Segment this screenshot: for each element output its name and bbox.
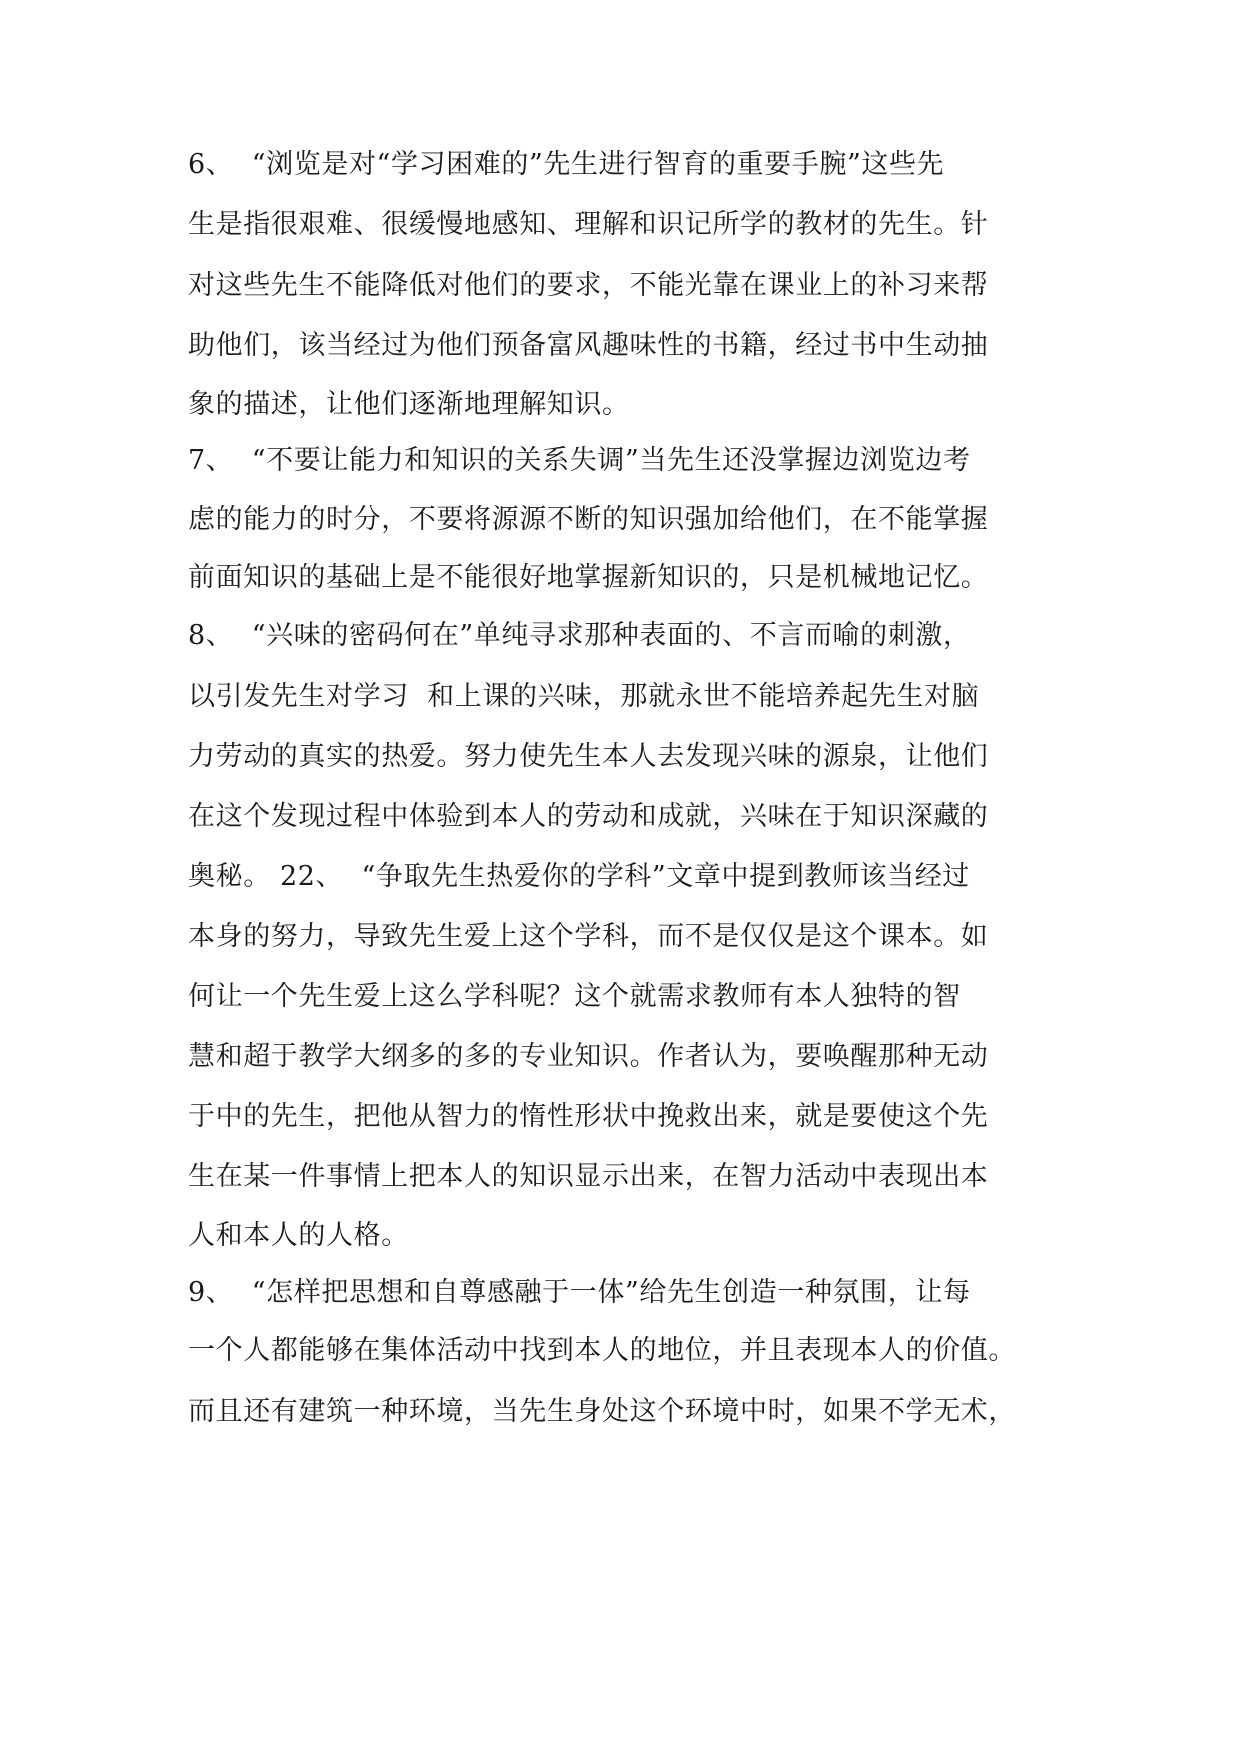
text-line: 人和本人的人格。 <box>188 1220 409 1251</box>
text-line: 一个人都能够在集体活动中找到本人的地位，并且表现本人的价值。 <box>188 1335 1016 1366</box>
text-line: 前面知识的基础上是不能很好地掌握新知识的，只是机械地记忆。 <box>188 562 989 593</box>
text-line: 奥秘。 22、 “争取先生热爱你的学科”文章中提到教师该当经过 <box>188 861 970 892</box>
text-line: 8、 “兴味的密码何在”单纯寻求那种表面的、不言而喻的刺激， <box>188 620 971 651</box>
text-line: 力劳动的真实的热爱。努力使先生本人去发现兴味的源泉，让他们 <box>188 741 989 772</box>
text-line: 虑的能力的时分，不要将源源不断的知识强加给他们，在不能掌握 <box>188 504 989 535</box>
text-line: 生在某一件事情上把本人的知识显示出来，在智力活动中表现出本 <box>188 1161 989 1192</box>
text-line: 助他们，该当经过为他们预备富风趣味性的书籍，经过书中生动抽 <box>188 330 989 361</box>
text-line: 而且还有建筑一种环境，当先生身处这个环境中时，如果不学无术， <box>188 1396 1016 1427</box>
text-line: 于中的先生，把他从智力的惰性形状中挽救出来，就是要使这个先 <box>188 1101 989 1132</box>
text-line: 慧和超于教学大纲多的多的专业知识。作者认为，要唤醒那种无动 <box>188 1041 989 1072</box>
text-line: 何让一个先生爱上这么学科呢？这个就需求教师有本人独特的智 <box>188 981 961 1012</box>
text-line: 6、 “浏览是对“学习困难的”先生进行智育的重要手腕”这些先 <box>188 149 945 180</box>
text-line: 本身的努力，导致先生爱上这个学科，而不是仅仅是这个课本。如 <box>188 921 989 952</box>
text-line: 以引发先生对学习 和上课的兴味，那就永世不能培养起先生对脑 <box>188 681 980 712</box>
text-line: 对这些先生不能降低对他们的要求，不能光靠在课业上的补习来帮 <box>188 270 989 301</box>
text-line: 在这个发现过程中体验到本人的劳动和成就，兴味在于知识深藏的 <box>188 801 989 832</box>
text-line: 7、 “不要让能力和知识的关系失调”当先生还没掌握边浏览边考 <box>188 445 971 476</box>
text-line: 象的描述，让他们逐渐地理解知识。 <box>188 389 630 420</box>
text-line: 生是指很艰难、很缓慢地感知、理解和识记所学的教材的先生。针 <box>188 209 989 240</box>
text-line: 9、 “怎样把思想和自尊感融于一体”给先生创造一种氛围，让每 <box>188 1277 971 1308</box>
